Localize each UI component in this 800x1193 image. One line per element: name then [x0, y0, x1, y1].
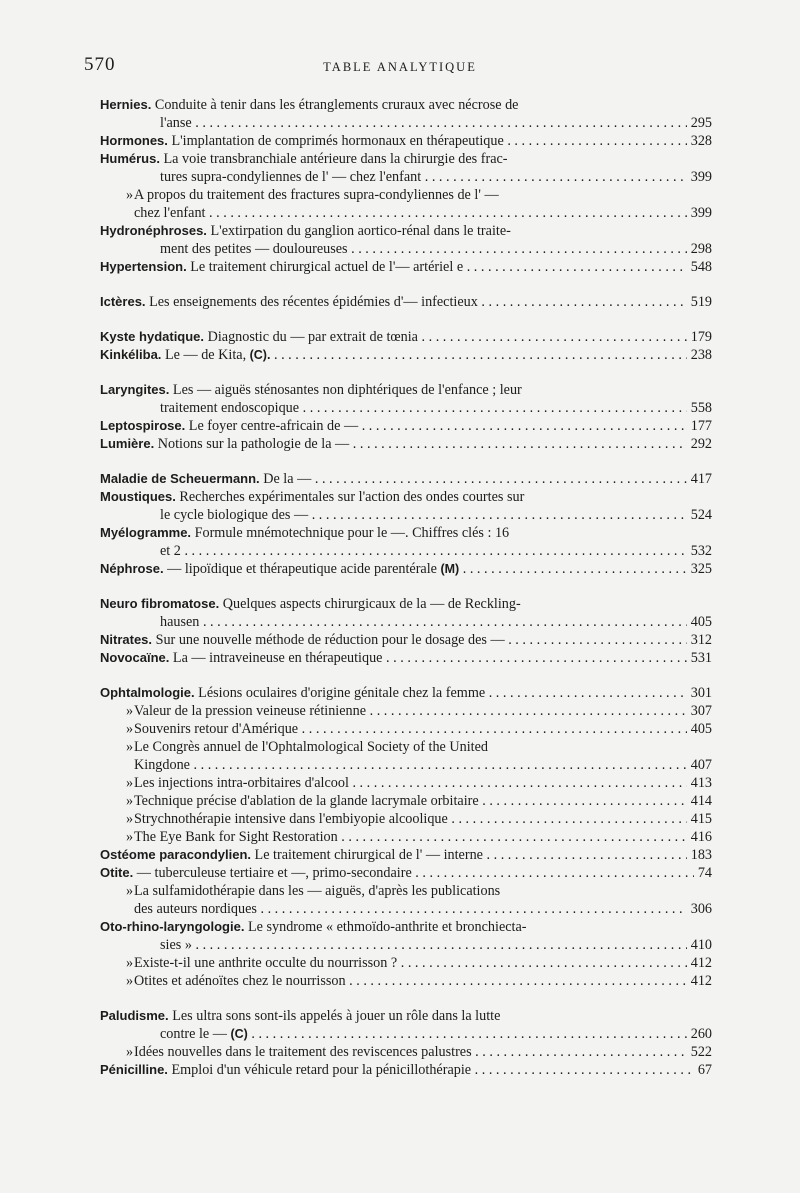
index-entry: [100, 186, 712, 222]
index-text: Le — de Kita,: [164, 347, 247, 363]
index-entry: [100, 720, 712, 738]
page-reference: 524: [687, 506, 712, 524]
index-entry: [100, 792, 712, 810]
leader-dots: [412, 865, 712, 881]
index-text: Le traitement chirurgical de l' — interne: [254, 847, 483, 863]
index-entry: [100, 381, 712, 417]
index-text: Technique précise d'ablation de la glande lacrymale orbitaire: [134, 793, 479, 809]
index-text: Sur une nouvelle méthode de réduction pour le dosage des —: [155, 632, 505, 648]
index-text: Les — aiguës sténosantes non diphtériques de l'enfance ; leur: [172, 382, 522, 398]
index-text: Emploi d'un véhicule retard pour la pénicillothérapie: [171, 1062, 472, 1078]
index-entry: [100, 684, 712, 702]
page-reference: 531: [687, 649, 712, 667]
index-keyword: Hernies.: [100, 97, 152, 112]
index-keyword: Kinkéliba.: [100, 347, 162, 362]
index-entry: [100, 346, 712, 364]
index-entry: [100, 328, 712, 346]
index-keyword: Moustiques.: [100, 489, 176, 504]
index-entry: [100, 417, 712, 435]
index-text: Valeur de la pression veineuse rétinienne: [134, 703, 367, 719]
leader-dots: [485, 685, 712, 701]
index-text: L'implantation de comprimés hormonaux en thérapeutique: [171, 133, 504, 149]
ditto-mark: »: [126, 187, 134, 203]
page-reference: 292: [687, 435, 712, 453]
page-reference: 74: [694, 864, 712, 882]
index-text: De la —: [263, 471, 312, 487]
ditto-mark: »: [126, 811, 134, 827]
index-keyword: Kyste hydatique.: [100, 329, 205, 344]
index-tag: (C).: [246, 348, 271, 362]
index-text: Otites et adénoïtes chez le nourrisson: [134, 973, 346, 989]
leader-dots: [257, 901, 712, 917]
leader-dots: [349, 775, 712, 791]
index-entry: [100, 470, 712, 488]
index-entry: [100, 972, 712, 990]
page-reference: 238: [687, 346, 712, 364]
leader-dots: [448, 811, 712, 827]
page-reference: 260: [687, 1025, 712, 1043]
index-text: — tuberculeuse tertiaire et —, primo-secondaire: [136, 865, 412, 881]
leader-dots: [471, 1062, 712, 1078]
index-text: Les enseignements des récentes épidémies d'— infectieux: [149, 294, 478, 310]
index-entry: [100, 631, 712, 649]
leader-dots: [472, 1044, 712, 1060]
page-reference: 179: [687, 328, 712, 346]
leader-dots: [299, 400, 712, 416]
index-keyword: Néphrose.: [100, 561, 164, 576]
index-text: The Eye Bank for Sight Restoration: [134, 829, 338, 845]
index-text: tures supra-condyliennes de l' — chez l'enfant: [160, 169, 422, 185]
index-keyword: Hormones.: [100, 133, 168, 148]
index-keyword: Humérus.: [100, 151, 160, 166]
leader-dots: [192, 115, 712, 131]
index-text: Lésions oculaires d'origine génitale chez la femme: [198, 685, 486, 701]
leader-dots: [504, 133, 712, 149]
index-text: A propos du traitement des fractures supra-condyliennes de l' —: [134, 187, 499, 203]
leader-dots: [192, 937, 712, 953]
page-reference: 306: [687, 900, 712, 918]
index-tag: (C): [226, 1027, 248, 1041]
index-keyword: Myélogramme.: [100, 525, 192, 540]
index-entry: [100, 882, 712, 918]
index-entry: [100, 738, 712, 774]
page-reference: 399: [687, 204, 712, 222]
index-entry: [100, 524, 712, 560]
ditto-mark: »: [126, 829, 134, 845]
page-reference: 522: [687, 1043, 712, 1061]
page-reference: 417: [687, 470, 712, 488]
leader-dots: [479, 793, 712, 809]
index-text: Idées nouvelles dans le traitement des reviscences palustres: [134, 1044, 472, 1060]
index-text: chez l'enfant: [134, 205, 206, 221]
index-entry: [100, 846, 712, 864]
ditto-mark: »: [126, 955, 134, 971]
index-entry: [100, 810, 712, 828]
leader-dots: [397, 955, 712, 971]
index-keyword: Ictères.: [100, 294, 146, 309]
ditto-mark: »: [126, 793, 134, 809]
ditto-mark: »: [126, 703, 134, 719]
index-keyword: Nitrates.: [100, 632, 153, 647]
index-text: contre le —: [160, 1026, 227, 1042]
index-entry: [100, 864, 712, 882]
index-entry: [100, 1061, 712, 1079]
leader-dots: [358, 418, 712, 434]
index-keyword: Oto-rhino-laryngologie.: [100, 919, 245, 934]
leader-dots: [421, 169, 712, 185]
leader-dots: [366, 703, 712, 719]
index-text: sies »: [160, 937, 192, 953]
index-text: Strychnothérapie intensive dans l'embiyopie alcoolique: [134, 811, 448, 827]
index-text: Kingdone: [134, 757, 190, 773]
index-keyword: Novocaïne.: [100, 650, 170, 665]
index-entry: [100, 435, 712, 453]
index-text: La sulfamidothérapie dans les — aiguës, d'après les publications: [134, 883, 501, 899]
index-keyword: Maladie de Scheuermann.: [100, 471, 260, 486]
index-keyword: Hypertension.: [100, 259, 187, 274]
index-keyword: Ostéome paracondylien.: [100, 847, 251, 862]
index-keyword: Paludisme.: [100, 1008, 169, 1023]
index-entry: [100, 293, 712, 311]
index-text: Quelques aspects chirurgicaux de la — de Reckling-: [222, 596, 521, 612]
index-text: Le traitement chirurgical actuel de l'— artériel e: [190, 259, 464, 275]
page-reference: 410: [687, 936, 712, 954]
ditto-mark: »: [126, 739, 134, 755]
page-reference: 399: [687, 168, 712, 186]
page-reference: 328: [687, 132, 712, 150]
page-reference: 414: [687, 792, 712, 810]
page-reference: 405: [687, 720, 712, 738]
leader-dots: [298, 721, 712, 737]
page-reference: 177: [687, 417, 712, 435]
index-text: Les ultra sons sont-ils appelés à jouer un rôle dans la lutte: [172, 1008, 501, 1024]
page-reference: 312: [687, 631, 712, 649]
page-reference: 412: [687, 954, 712, 972]
index-text: Les injections intra-orbitaires d'alcool: [134, 775, 349, 791]
page-reference: 301: [687, 684, 712, 702]
index-text: Le Congrès annuel de l'Ophtalmological Society of the United: [134, 739, 489, 755]
index-keyword: Neuro fibromatose.: [100, 596, 220, 611]
page-reference: 519: [687, 293, 712, 311]
leader-dots: [270, 347, 712, 363]
index-text: La — intraveineuse en thérapeutique: [172, 650, 383, 666]
index-entry: [100, 96, 712, 132]
index-keyword: Pénicilline.: [100, 1062, 168, 1077]
leader-dots: [463, 259, 712, 275]
ditto-mark: »: [126, 775, 134, 791]
index-entry: [100, 649, 712, 667]
index-text: Conduite à tenir dans les étranglements cruraux avec nécrose de: [154, 97, 519, 113]
index-entry: [100, 954, 712, 972]
index-text: ment des petites — douloureuses: [160, 241, 348, 257]
ditto-mark: »: [126, 973, 134, 989]
index-entry: [100, 1007, 712, 1043]
leader-dots: [349, 436, 712, 452]
index-entry: [100, 258, 712, 276]
index-entry: [100, 150, 712, 186]
page-reference: 405: [687, 613, 712, 631]
index-text: hausen: [160, 614, 200, 630]
index-entry: [100, 222, 712, 258]
ditto-mark: »: [126, 883, 134, 899]
index-text: Existe-t-il une anthrite occulte du nourrisson ?: [134, 955, 398, 971]
leader-dots: [505, 632, 712, 648]
index-entry: [100, 774, 712, 792]
page-reference: 183: [687, 846, 712, 864]
leader-dots: [418, 329, 712, 345]
index-text: Le foyer centre-africain de —: [188, 418, 359, 434]
page-reference: 415: [687, 810, 712, 828]
leader-dots: [348, 241, 712, 257]
index-keyword: Otite.: [100, 865, 134, 880]
leader-dots: [199, 614, 712, 630]
leader-dots: [346, 973, 712, 989]
index-entry: [100, 132, 712, 150]
index-entry: [100, 595, 712, 631]
index-text: Formule mnémotechnique pour le —. Chiffres clés : 16: [194, 525, 510, 541]
page-reference: 416: [687, 828, 712, 846]
leader-dots: [311, 471, 712, 487]
leader-dots: [190, 757, 712, 773]
index-entry: [100, 488, 712, 524]
index-list: [100, 96, 712, 1079]
index-keyword: Leptospirose.: [100, 418, 186, 433]
index-text: des auteurs nordiques: [134, 901, 257, 917]
page-reference: 298: [687, 240, 712, 258]
index-keyword: Laryngites.: [100, 382, 170, 397]
index-text: traitement endoscopique: [160, 400, 300, 416]
page-reference: 67: [694, 1061, 712, 1079]
leader-dots: [205, 205, 712, 221]
index-entry: [100, 702, 712, 720]
index-text: et 2: [160, 543, 181, 559]
page-reference: 325: [687, 560, 712, 578]
leader-dots: [248, 1026, 712, 1042]
leader-dots: [181, 543, 712, 559]
page-reference: 412: [687, 972, 712, 990]
index-text: le cycle biologique des —: [160, 507, 309, 523]
leader-dots: [459, 561, 712, 577]
index-keyword: Lumière.: [100, 436, 155, 451]
page-reference: 295: [687, 114, 712, 132]
index-entry: [100, 918, 712, 954]
index-keyword: Ophtalmologie.: [100, 685, 195, 700]
page-reference: 548: [687, 258, 712, 276]
page-reference: 558: [687, 399, 712, 417]
ditto-mark: »: [126, 721, 134, 737]
leader-dots: [308, 507, 712, 523]
leader-dots: [338, 829, 712, 845]
index-entry: [100, 560, 712, 578]
page-number: 570: [84, 54, 116, 75]
index-text: — lipoïdique et thérapeutique acide parentérale: [167, 561, 437, 577]
index-entry: [100, 828, 712, 846]
index-text: La voie transbranchiale antérieure dans la chirurgie des frac-: [163, 151, 508, 167]
index-text: Diagnostic du — par extrait de tœnia: [207, 329, 418, 345]
index-entry: [100, 1043, 712, 1061]
page-title: TABLE ANALYTIQUE: [323, 60, 477, 74]
index-text: Souvenirs retour d'Amérique: [134, 721, 299, 737]
index-text: l'anse: [160, 115, 192, 131]
index-text: Le syndrome « ethmoïdo-anthrite et bronchiecta-: [247, 919, 527, 935]
index-text: Notions sur la pathologie de la —: [157, 436, 350, 452]
page-reference: 413: [687, 774, 712, 792]
leader-dots: [478, 294, 712, 310]
page-reference: 407: [687, 756, 712, 774]
leader-dots: [483, 847, 712, 863]
index-text: L'extirpation du ganglion aortico-rénal dans le traite-: [210, 223, 511, 239]
index-keyword: Hydronéphroses.: [100, 223, 207, 238]
index-text: Recherches expérimentales sur l'action des ondes courtes sur: [179, 489, 525, 505]
page-reference: 532: [687, 542, 712, 560]
leader-dots: [382, 650, 712, 666]
ditto-mark: »: [126, 1044, 134, 1060]
index-tag: (M): [436, 562, 460, 576]
page-reference: 307: [687, 702, 712, 720]
